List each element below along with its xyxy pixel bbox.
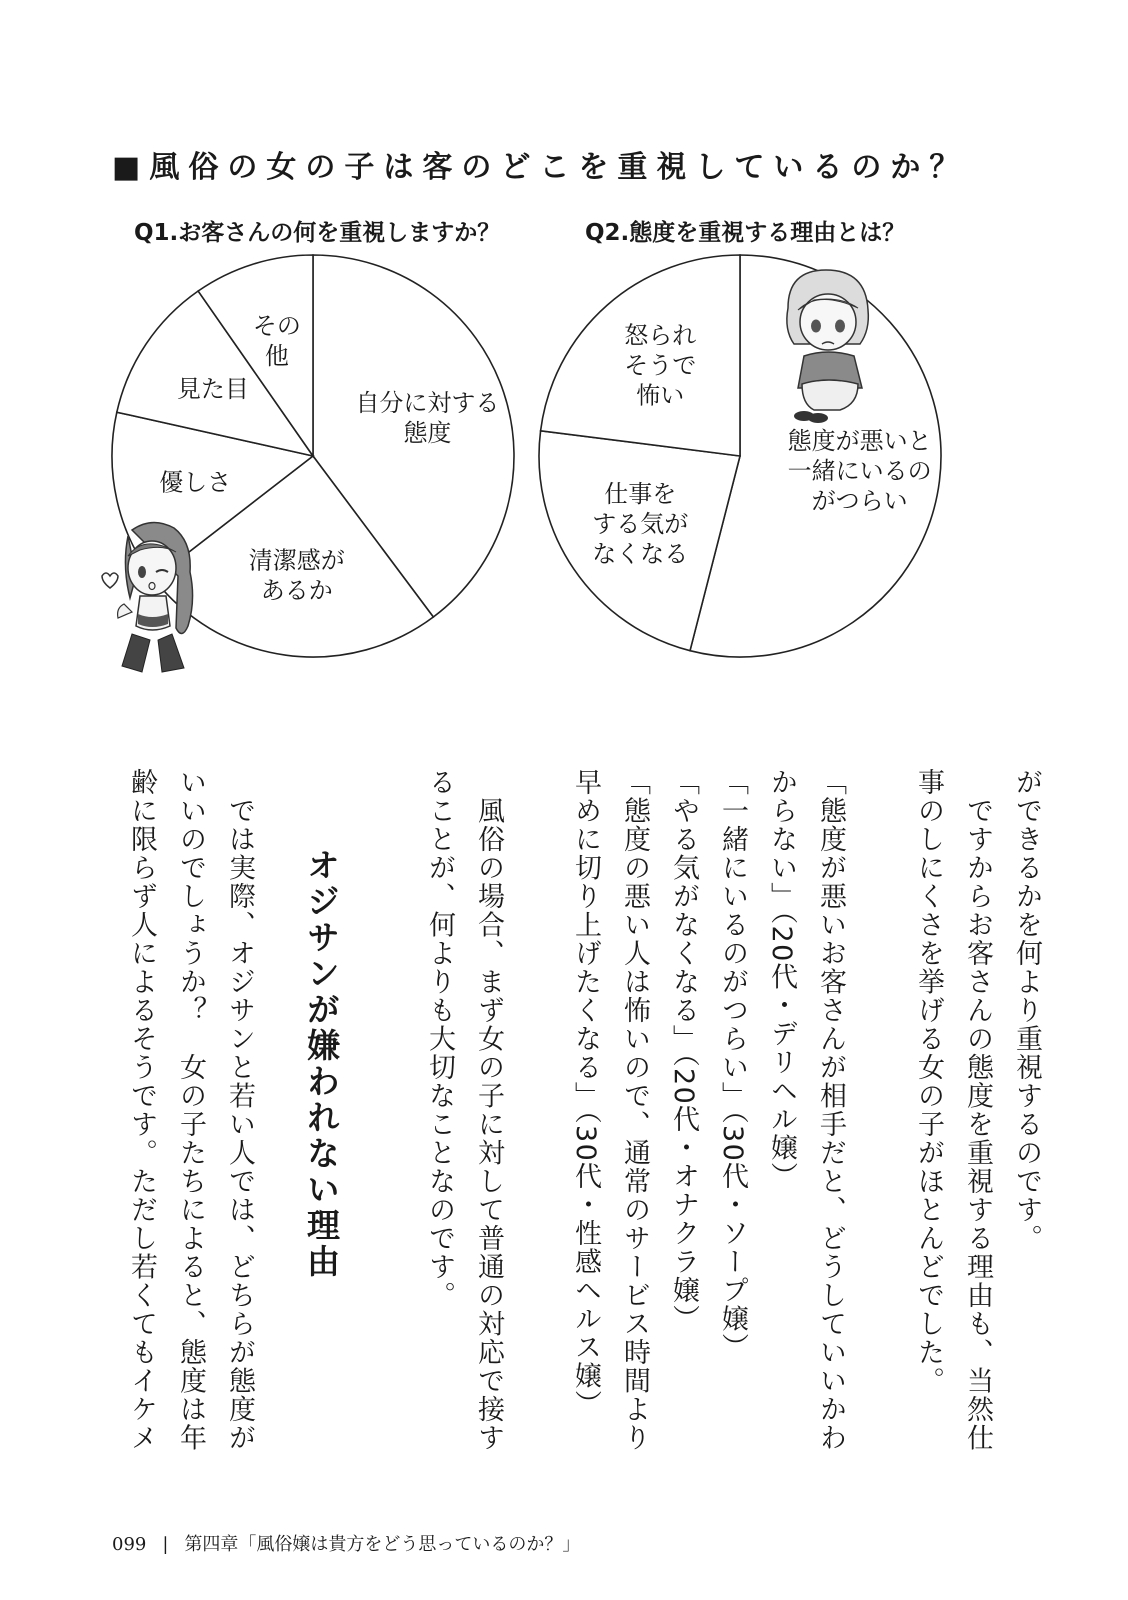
pie-slice-label: 自分に対する態度 xyxy=(355,388,500,447)
chart2-title: Q2.態度を重視する理由とは？ xyxy=(585,220,906,246)
pie-slice-label: 優しさ xyxy=(159,468,232,497)
girl-illustration-sad xyxy=(774,264,884,426)
page-number: 099 xyxy=(112,1534,147,1555)
pie-slice-label: その他 xyxy=(252,311,301,370)
pie-slice-label: 態度が悪いと一緒にいるのがつらい xyxy=(787,427,932,516)
chart1-title: Q1.お客さんの何を重視しますか？ xyxy=(134,220,501,246)
paragraph-3: では実際、オジサンと若い人では、どちらが態度が いいのでしょうか？ 女の子たちによると、態度は年 齢に限らず人によるそうです。ただし若くてもイケメ xyxy=(126,768,255,1452)
pie-slice-label: 怒られそうで怖い xyxy=(624,321,697,410)
chapter-title: 第四章「風俗嬢は貴方をどう思っているのか？」 xyxy=(184,1534,581,1555)
page-footer xyxy=(112,1530,580,1556)
section-subheading: オジサンが嫌われない理由 xyxy=(302,848,341,1280)
quotes-block: 「態度が悪いお客さんが相手だと、どうしていいかわ からない」（20代・デリヘル嬢） 「一緒にいるのがつらい」（30代・ソープ嬢） 「やる気がなくなる」（20代・オナクラ嬢） 「態度の悪い人は怖いので、通常のサービス時間より 早めに切り上げたくなる」（30代・性感ヘルス嬢） xyxy=(570,768,846,1452)
footer-separator: | xyxy=(162,1534,169,1555)
page-heading: ■風俗の女の子は客のどこを重視しているのか？ xyxy=(112,150,969,185)
paragraph-2: 風俗の場合、まず女の子に対して普通の対応で接す ることが、何よりも大切なことなのです。 xyxy=(424,768,504,1452)
paragraph-1: ができるかを何より重視するのです。 ですからお客さんの態度を重視する理由も、当然仕 事のしにくさを挙げる女の子がほとんどでした。 xyxy=(913,768,1042,1452)
pie-slice-label: 清潔感があるか xyxy=(248,546,345,605)
pie-slice-label: 見た目 xyxy=(176,374,249,403)
pie-slice-label: 仕事をする気がなくなる xyxy=(592,479,689,568)
girl-illustration-wink xyxy=(92,516,210,682)
